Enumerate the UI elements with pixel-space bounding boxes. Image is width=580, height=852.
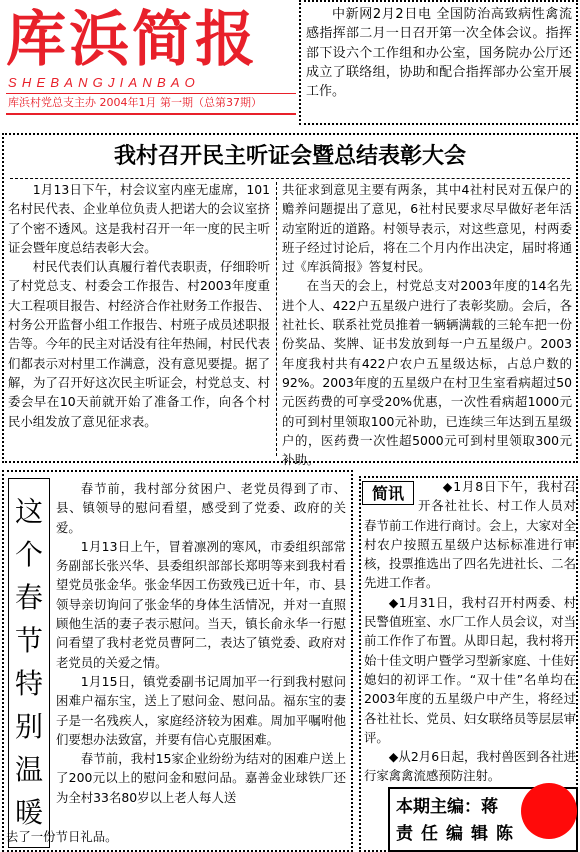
brief-item: ◆1月8日下午，我村召开各社社长、村工作人员对春节前工作进行商讨。会上，大家对全村农户按照五星级户达标标准进行审核，投票推选出了四名先进社长、二名先进工作者。 <box>364 479 576 591</box>
headline-divider <box>10 178 570 179</box>
main-article-headline: 我村召开民主听证会暨总结表彰大会 <box>113 144 466 169</box>
main-article-paragraph: 共征求到意见主要有两条，其中4社村民对五保户的赡养问题提出了意见，6社村民要求尽早做好老年活动室附近的道路。村领导表示，对这些意见，村两委班子经过讨论后，将在二个月内作出决定，届时将通过《库浜简报》答复村民。 <box>282 182 572 275</box>
masthead-title: 库浜简报 <box>6 5 258 75</box>
top-news-text: 中新网2月2日电 全国防治高致病性禽流感指挥部二月一日召开第一次全体会议。指挥部下设六个工作组和办公室，国务院办公厅还成立了联络组，协助和配合指挥部办公室开展工作。 <box>306 7 572 100</box>
feature-title-char: 温 <box>14 753 43 786</box>
responsible-editor-label: 责任编辑 <box>396 824 496 844</box>
feature-paragraph: 1月13日上午，冒着凛冽的寒风，市委组织部常务副部长张兴华、县委组织部部长郑明等来到我村看望党员张金华。张金华因工伤致残已近十年，市、县领导亲切询问了张金华的身体生活情况，并对一直照顾他生活的妻子表示慰问。当天，镇长俞永华一行慰问看望了我村老党员曹阿二，表达了镇党委、政府对老党员的关爱之情。 <box>56 538 346 670</box>
column-divider <box>276 182 277 456</box>
masthead-pinyin: SHEBANGJIANBAO <box>8 75 200 90</box>
masthead-issue-line: 库浜村党总支主办 2004年1月 第一期（总第37期） <box>8 96 262 109</box>
feature-title-char: 特 <box>14 667 43 700</box>
main-article-paragraph: 在当天的会上，村党总支对2003年度的14名先进个人、422户五星级户进行了表彰奖励。会后，各社社长、联系社党员推着一辆辆满载的三轮车把一份份奖品、奖牌、证书发放到每一户五星级户。2003年度我村共有422户农户五星级达标，占总户数的92%。2003年度的五星级户在村卫生室看病超过50元医药费的可享受20%优惠，一次性看病超1000元的可到村里领取100元补助，已连续三年达到五星级户的，医药费一次性超5000元可到村里领取300元补助。 <box>282 278 572 468</box>
chief-editor-name: 蒋 <box>481 797 498 817</box>
chief-editor-label: 本期主编： <box>396 797 481 817</box>
brief-news-body <box>364 477 576 786</box>
responsible-editor-name: 陈 <box>496 824 521 844</box>
main-article-column-2 <box>282 180 572 468</box>
masthead-rule <box>6 93 296 94</box>
feature-paragraph: 春节前，我村部分贫困户、老党员得到了市、县、镇领导的慰问看望，感受到了党委、政府的关爱。 <box>56 481 346 535</box>
feature-title-char: 节 <box>14 624 43 657</box>
feature-paragraph-tail: 去了一份节日礼品。 <box>6 829 118 844</box>
masthead-rule-thick <box>6 113 296 115</box>
feature-paragraph: 1月15日，镇党委副书记周加平一行到我村慰问困难户福东宝，送上了慰问金、慰问品。福东宝的妻子是一名残疾人，家庭经济较为困难。周加平嘱咐他们要想办法致富，并要有信心克服困难。 <box>56 673 346 747</box>
feature-title-char: 暖 <box>14 796 43 829</box>
feature-paragraph: 春节前，我村15家企业纷纷为结对的困难户送上了200元以上的慰问金和慰问品。嘉善金业球铁厂还为全村33名80岁以上老人每人送 <box>56 751 346 805</box>
brief-news-label: 简讯 <box>362 481 414 505</box>
main-article-paragraph: 1月13日下午，村会议室内座无虚席，101名村民代表、企业单位负责人把诺大的会议室挤了个密不透风。这是我村召开一年一度的民主听证会暨年度总结表彰大会。 <box>8 182 270 255</box>
feature-title-char: 这 <box>14 495 43 528</box>
brief-item: ◆从2月6日起，我村兽医到各社进行家禽禽流感预防注射。 <box>364 749 576 784</box>
feature-title-char: 春 <box>14 581 43 614</box>
main-article-paragraph: 村民代表们认真履行着代表职责，仔细聆听了村党总支、村委会工作报告、村2003年度重大工程项目报告、村经济合作社财务工作报告、村务公开监督小组工作报告、村班子成员述职报告等。今年的民主对话没有往年热闹，村民代表们都表示对村里工作满意，没有意见要提。据了解，为了召开好这次民主听证会，村党总支、村委会早在10天前就开始了准备工作，向各个村民小组发放了意见征求表。 <box>8 259 270 429</box>
feature-title-char: 别 <box>14 710 43 743</box>
feature-title-char: 个 <box>14 538 43 571</box>
brief-item: ◆1月31日，我村召开村两委、村民警值班室、水厂工作人员会议，对当前工作作了布置。从即日起，我村将开始十佳文明户暨学习型新家庭、十佳好媳妇的初评工作。“双十佳”名单均在2003年度的五星级户中产生，将经过各社社长、党员、妇女联络员等层层审评。 <box>364 594 576 745</box>
main-article-column-1 <box>8 180 270 456</box>
feature-vertical-title <box>8 490 50 834</box>
feature-article-body <box>56 479 346 807</box>
red-seal-stamp <box>521 783 577 839</box>
